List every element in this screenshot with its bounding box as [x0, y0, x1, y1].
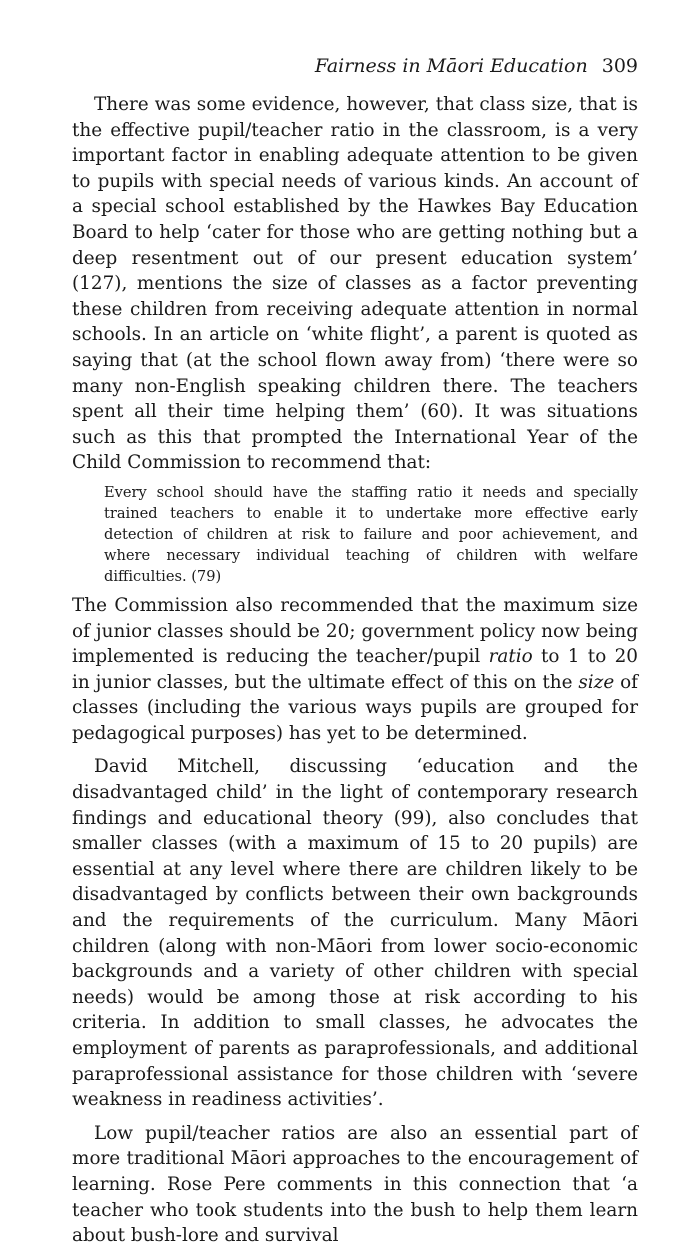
running-head: [315, 54, 638, 78]
paragraph-pupil-teacher-ratios: Low pupil/teacher ratios are also an essential part of more traditional Māori approaches to the encouragement of learning. Rose Pere comments in this connection that ‘a teacher who took students into the bush to help them learn about bush-lore and survival: [72, 1122, 638, 1247]
paragraph-commission: [72, 593, 638, 747]
body-text: [72, 92, 638, 1249]
emphasis-ratio: ratio: [488, 646, 533, 668]
emphasis-size: size: [578, 671, 615, 693]
paragraph-commission-text-2: to 1 to 20 in junior classes, but the ultimate effect of this on the: [72, 646, 638, 693]
paragraph-mitchell: David Mitchell, discussing ‘education and the disadvantaged child’ in the light of contemporary research findings and educational theory (99), also concludes that smaller classes (with a maximum of 15 to 20 pupils) are essential at any level where there are children likely to be disadvantaged by conflicts between their own backgrounds and the requirements of the curriculum. Many Māori children (along with non-Māori from lower socio-economic backgrounds and a variety of other children with special needs) would be among those at risk according to his criteria. In addition to small classes, he advocates the employment of parents as paraprofessionals, and additional paraprofessional assistance for those children with ‘severe weakness in readiness activities’.: [72, 756, 638, 1111]
block-quote: Every school should have the staffing ratio it needs and specially trained teachers to enable it to undertake more effective early detection of children at risk to failure and poor achievement, and where necessary individual teaching of children with welfare difficulties. (79): [104, 483, 638, 585]
running-title: Fairness in Māori Education: [314, 55, 588, 77]
paragraph-class-size: There was some evidence, however, that class size, that is the effective pupil/teacher ratio in the classroom, is a very important factor in enabling adequate attention to be given to pupils with special needs of various kinds. An account of a special school established by the Hawkes Bay Education Board to help ‘cater for those who are getting nothing but a deep resentment out of our present education system’ (127), mentions the size of classes as a factor preventing these children from receiving adequate attention in normal schools. In an article on ‘white flight’, a parent is quoted as saying that (at the school flown away from) ‘there were so many non-English speaking children there. The teachers spent all their time helping them’ (60). It was situations such as this that prompted the International Year of the Child Commission to recommend that:: [72, 94, 638, 474]
paragraph-commission-text-1: The Commission also recommended that the maximum size of junior classes should be 20; government policy now being implemented is reducing the teacher/pupil: [72, 594, 638, 668]
paragraph-commission-text-3: of classes (including the various ways pupils are grouped for pedagogical purposes) has yet to be determined.: [72, 671, 638, 744]
page-number: 309: [601, 55, 638, 77]
